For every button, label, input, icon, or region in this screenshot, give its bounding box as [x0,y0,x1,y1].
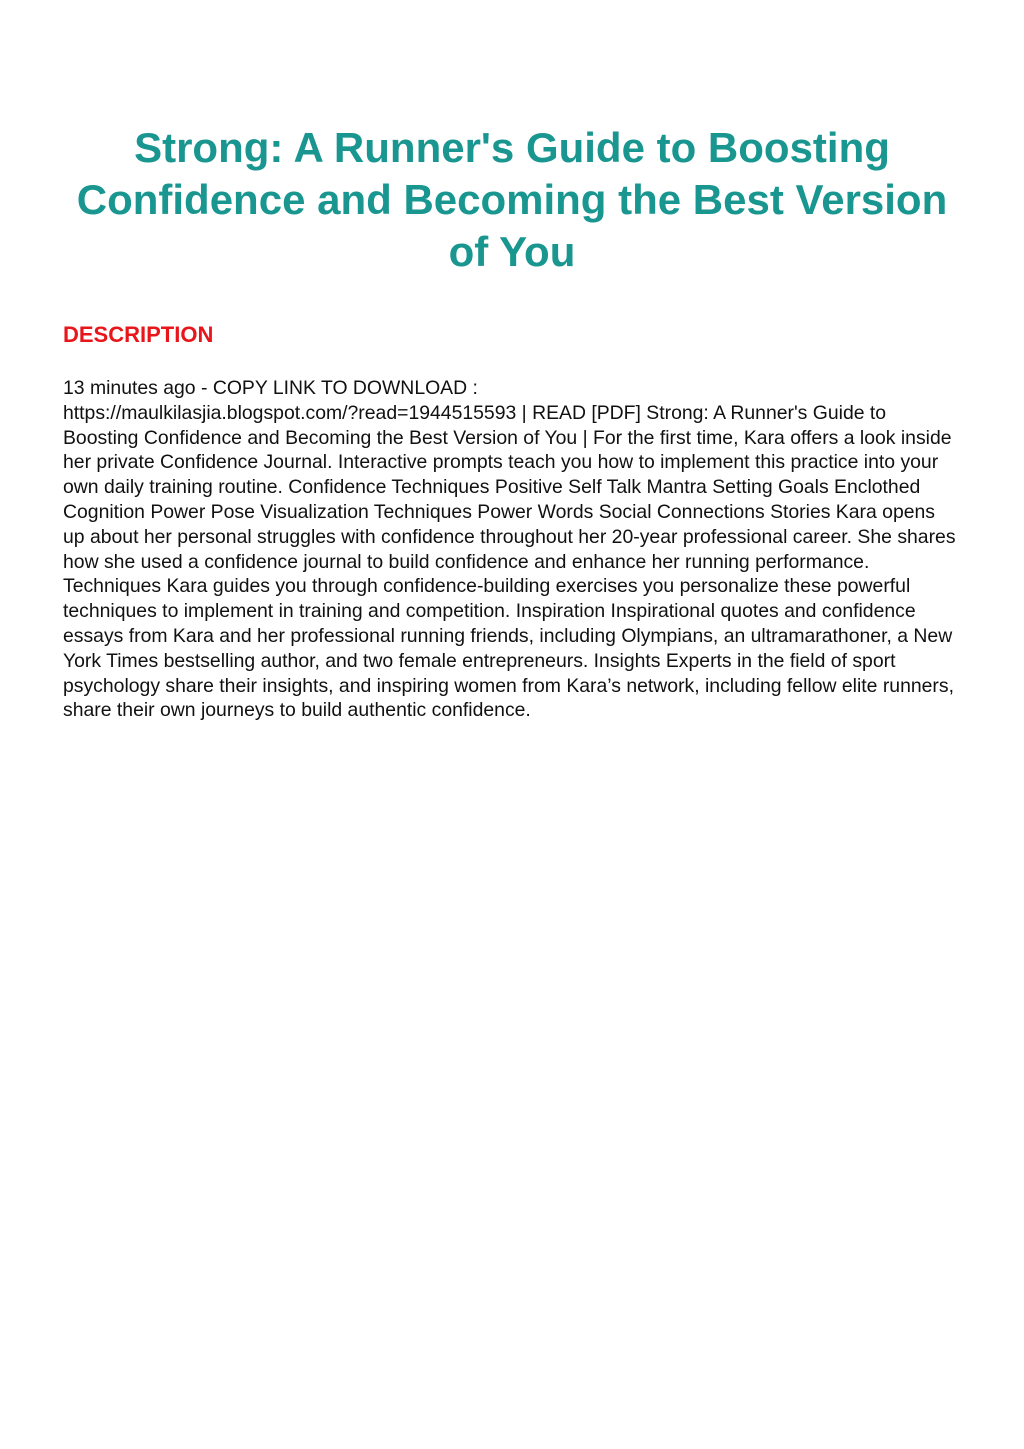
description-text [63,376,961,723]
document-title: Strong: A Runner's Guide to Boosting Confidence and Becoming the Best Version of You [76,124,948,275]
description-body: https://maulkilasjia.blogspot.com/?read=1944515593 | READ [PDF] Strong: A Runner's Guide to Boosting Confidence and Becoming the Best Version of You | For the first time, Kara offers a look inside her private Confidence Journal. Interactive prompts teach you how to implement this practice into your own daily training routine. Confidence Techniques Positive Self Talk Mantra Setting Goals Enclothed Cognition Power Pose Visualization Techniques Power Words Social Connections Stories Kara opens up about her personal struggles with confidence throughout her 20-year professional career. She shares how she used a confidence journal to build confidence and enhance her running performance. Techniques Kara guides you through confidence-building exercises you personalize these powerful techniques to implement in training and competition. Inspiration Inspirational quotes and confidence essays from Kara and her professional running friends, including Olympians, an ultramarathoner, a New York Times bestselling author, and two female entrepreneurs. Insights Experts in the field of sport psychology share their insights, and inspiring women from Kara’s network, including fellow elite runners, share their own journeys to build authentic confidence. [63,401,956,722]
description-first-line: 13 minutes ago - COPY LINK TO DOWNLOAD : [63,377,478,399]
description-heading: DESCRIPTION [63,322,214,347]
